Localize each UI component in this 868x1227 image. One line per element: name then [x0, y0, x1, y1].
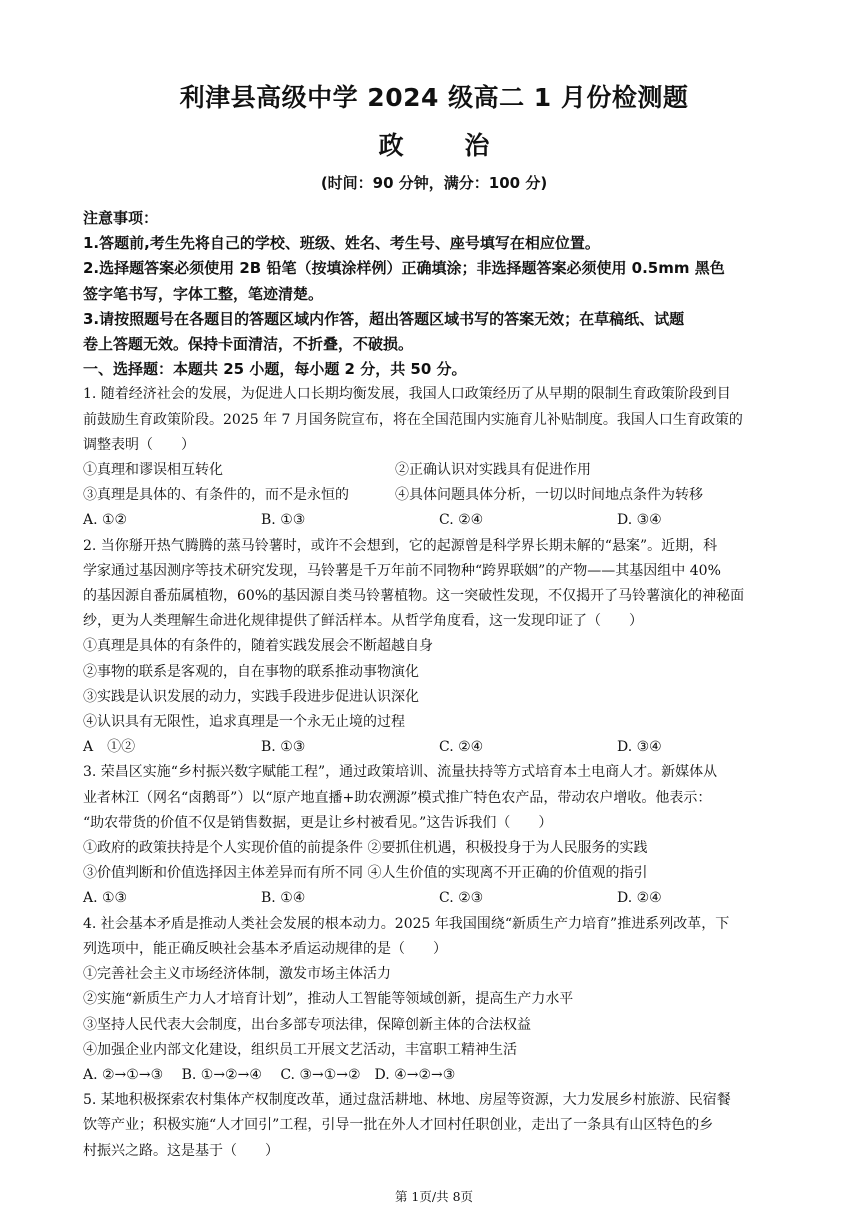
option-statement: ①政府的政策扶持是个人实现价值的前提条件 ②要抓住机遇，积极投身于为人民服务的实践: [83, 840, 648, 857]
question-stem-line: 饮等产业；积极实施“人才回引”工程，引导一批在外人才回村任职创业，走出了一条具有山区特色的乡: [83, 1117, 714, 1134]
notice-item-3b: 卷上答题无效。保持卡面清洁，不折叠，不破损。: [83, 335, 414, 354]
page-number: 第 1页/共 8页: [394, 1189, 474, 1204]
option-statement: ①真理是具体的有条件的，随着实践发展会不断超越自身: [83, 638, 433, 655]
choice-row: [83, 508, 788, 533]
question-stem-line: 5. 某地积极探索农村集体产权制度改革，通过盘活耕地、林地、房屋等资源，大力发展乡村旅游、民宿餐: [83, 1092, 731, 1109]
choice-b: B. ①④: [261, 890, 306, 907]
question-stem-line: 列选项中，能正确反映社会基本矛盾运动规律的是（ ）: [83, 940, 447, 957]
option-statement: ①完善社会主义市场经济体制，激发市场主体活力: [83, 966, 391, 983]
choice-row: [83, 886, 788, 911]
question-stem-line: 4. 社会基本矛盾是推动人类社会发展的根本动力。2025 年我国围绕“新质生产力培育”推进系列改革，下: [83, 915, 730, 932]
option-statement: ③实践是认识发展的动力，实践手段进步促进认识深化: [83, 688, 419, 705]
choice-c: C. ②④: [439, 739, 484, 756]
exam-content: [83, 206, 788, 1164]
choice-a: A ①②: [83, 739, 136, 756]
question-stem-line: 调整表明（ ）: [83, 436, 195, 453]
choice-a: A. ①③: [83, 890, 128, 907]
option-row: [83, 483, 788, 508]
choice-c: C. ②③: [439, 890, 484, 907]
choice-c: C. ②④: [439, 512, 484, 529]
question-stem-line: 学家通过基因测序等技术研究发现，马铃薯是千万年前不同物种“跨界联姻”的产物——其基因组中 40%: [83, 562, 721, 579]
time-info: (时间：90 分钟，满分：100 分): [320, 174, 548, 192]
choice-b: B. ①③: [261, 739, 306, 756]
choice-a: A. ①②: [83, 512, 128, 529]
notice-item-3a: 3.请按照题号在各题目的答题区域内作答，超出答题区域书写的答案无效；在草稿纸、试题: [83, 309, 685, 328]
question-stem-line: 业者林江（网名“卤鹅哥”）以“原产地直播+助农溯源”模式推广特色农产品，带动农户增收。他表示：: [83, 789, 712, 806]
question-stem-line: 前鼓励生育政策阶段。2025 年 7 月国务院宣布，将在全国范围内实施育儿补贴制度。我国人口生育政策的: [83, 411, 743, 428]
question-stem-line: 村振兴之路。这是基于（ ）: [83, 1142, 279, 1159]
exam-title: 利津县高级中学 2024 级高二 1 月份检测题: [179, 83, 689, 112]
notice-item-2b: 签字笔书写，字体工整，笔迹清楚。: [83, 284, 324, 303]
option-statement: ③坚持人民代表大会制度，出台多部专项法律，保障创新主体的合法权益: [83, 1016, 531, 1033]
subject-title: 政 治: [378, 131, 516, 160]
choice-d: D. ③④: [617, 512, 662, 529]
option-statement: ②事物的联系是客观的，自在事物的联系推动事物演化: [83, 663, 419, 680]
option-statement: ④具体问题具体分析，一切以时间地点条件为转移: [395, 487, 703, 504]
option-statement: ④认识具有无限性，追求真理是一个永无止境的过程: [83, 714, 405, 731]
notice-item-1: 1.答题前,考生先将自己的学校、班级、姓名、考生号、座号填写在相应位置。: [83, 234, 600, 253]
question-stem-line: 1. 随着经济社会的发展，为促进人口长期均衡发展，我国人口政策经历了从早期的限制生育政策阶段到目: [83, 386, 731, 403]
choice-d: D. ③④: [617, 739, 662, 756]
option-statement: ②实施“新质生产力人才培育计划”，推动人工智能等领域创新，提高生产力水平: [83, 991, 574, 1008]
option-statement: ③真理是具体的、有条件的，而不是永恒的: [83, 487, 349, 504]
question-stem-line: “助农带货的价值不仅是销售数据，更是让乡村被看见。”这告诉我们（ ）: [83, 814, 553, 831]
option-statement: ②正确认识对实践具有促进作用: [395, 462, 591, 479]
option-statement: ①真理和谬误相互转化: [83, 462, 223, 479]
option-row: [83, 458, 788, 483]
choice-row: [83, 735, 788, 760]
option-statement: ④加强企业内部文化建设，组织员工开展文艺活动，丰富职工精神生活: [83, 1041, 517, 1058]
choice-b: B. ①③: [261, 512, 306, 529]
question-stem-line: 2. 当你掰开热气腾腾的蒸马铃薯时，或许不会想到，它的起源曾是科学界长期未解的“悬案”。近期，科: [83, 537, 718, 554]
option-statement: ③价值判断和价值选择因主体差异而有所不同 ④人生价值的实现离不开正确的价值观的指引: [83, 865, 648, 882]
notice-item-2a: 2.选择题答案必须使用 2B 铅笔（按填涂样例）正确填涂；非选择题答案必须使用 0.5mm 黑色: [83, 259, 725, 278]
notice-heading: 注意事项：: [83, 209, 159, 227]
question-stem-line: 的基因源自番茄属植物，60%的基因源自类马铃薯植物。这一突破性发现，不仅揭开了马铃薯演化的神秘面: [83, 588, 745, 605]
question-stem-line: 3. 荣昌区实施“乡村振兴数字赋能工程”，通过政策培训、流量扶持等方式培育本土电商人才。新媒体从: [83, 764, 718, 781]
question-stem-line: 纱，更为人类理解生命进化规律提供了鲜活样本。从哲学角度看，这一发现印证了（ ）: [83, 613, 643, 630]
section-heading: 一、选择题：本题共 25 小题，每小题 2 分，共 50 分。: [83, 360, 467, 379]
choice-d: D. ②④: [617, 890, 662, 907]
choice-row: A. ②→①→③ B. ①→②→④ C. ③→①→② D. ④→②→③: [83, 1066, 456, 1083]
